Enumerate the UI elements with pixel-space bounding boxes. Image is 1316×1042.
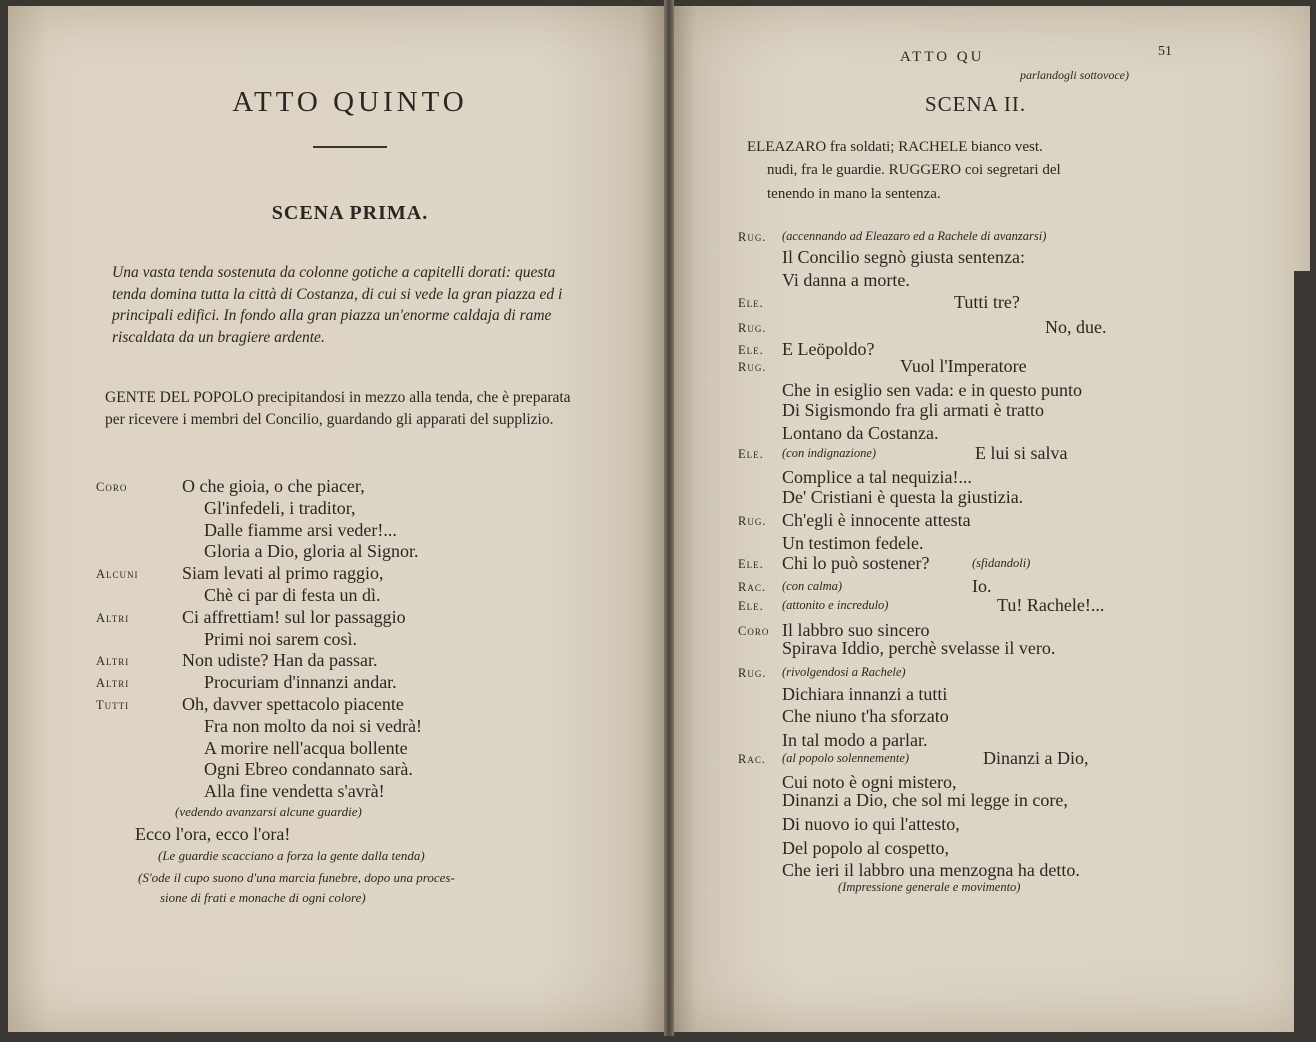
verse-line: Alla fine vendetta s'avrà! [204,781,385,802]
verse-line: Oh, davver spettacolo piacente [182,694,404,714]
verse-line: E Leöpoldo? [782,339,875,359]
verse-line: Chè ci par di festa un dì. [204,585,381,605]
scene-title: SCENA PRIMA. [271,202,429,224]
speaker-label: Coro [96,480,128,494]
speaker-label: Rug. [738,230,767,244]
verse-line: Ch'egli è innocente attesta [782,510,971,530]
speaker-label: Rac. [738,580,766,594]
verse-line: Spirava Iddio, perchè svelasse il vero. [782,638,1056,658]
title-rule [313,146,387,148]
verse-line: Dichiara innanzi a tutti [782,684,948,704]
verse-line: Che ieri il labbro una menzogna ha detto. [782,860,1080,880]
verse-line: In tal modo a parlar. [782,730,928,750]
verse-line: Di Sigismondo fra gli armati è tratto [782,400,1044,420]
speaker-label: Rac. [738,752,766,766]
verse-line: Fra non molto da noi si vedrà! [204,715,422,736]
verse-line: A morire nell'acqua bollente [204,737,408,758]
verse-line: Vi danna a morte. [782,270,910,290]
verse-line: Non udiste? Han da passar. [182,650,378,671]
verse-line: Vuol l'Imperatore [900,356,1027,376]
verse-line: Dinanzi a Dio, che sol mi legge in core, [782,790,1068,810]
verse-line: De' Cristiani è questa la giustizia. [782,487,1024,507]
speaker-label: Rug. [738,360,767,374]
speaker-label: Rug. [738,321,767,335]
inline-stage-direction: (accennando ad Eleazaro ed a Rachele di avanzarsi) [782,229,1047,243]
stage-line-1: ELEAZARO fra soldati; RACHELE bianco vest. [747,139,1043,155]
verse-line: Il labbro suo sincero [782,620,930,640]
verse-line: Tu! Rachele!... [997,595,1105,615]
verse-line: Primi noi sarem così. [204,628,357,649]
speaker-label: Ele. [738,296,764,310]
verse-line: Lontano da Costanza. [782,423,939,443]
inline-stage-direction: (con indignazione) [782,446,877,460]
stage-direction-crowd: (Le guardie scacciano a forza la gente dalla tenda) [158,848,425,863]
inline-stage-direction: (al popolo solennemente) [782,751,910,765]
verse-line: No, due. [1045,317,1107,337]
stage-direction: GENTE DEL POPOLO precipitandosi in mezzo alla tenda, che è preparata per ricevere i membri del Concilio, guardando gli apparati del supplizio. [105,389,571,428]
verse-line: Tutti tre? [954,292,1020,312]
setting-description: Una vasta tenda sostenuta da colonne gotiche a capitelli dorati: questa tenda domina tutta la città di Costanza, di cui si vede la gran piazza ed i principali edifici. In fondo alla gran piazza un'enorme caldaja di rame riscaldata da un bragiere ardente. [112,264,563,346]
stage-direction-march-b: sione di frati e monache di ogni colore) [160,890,366,905]
book-spine [664,0,674,1036]
inline-stage-direction: (attonito e incredulo) [782,598,889,612]
verse-line: Ogni Ebreo condannato sarà. [204,759,413,780]
inline-stage-direction: (rivolgendosi a Rachele) [782,665,906,679]
speaker-label: Tutti [96,698,130,712]
scene-two-title: SCENA II. [925,92,1027,116]
verse-line: Di nuovo io qui l'attesto, [782,814,960,834]
page-number: 51 [1158,44,1172,59]
verse-line: Gloria a Dio, gloria al Signor. [204,541,419,562]
verse-line: Dalle fiamme arsi veder!... [204,519,397,540]
speaker-label: Rug. [738,666,767,680]
stage-line-2: nudi, fra le guardie. RUGGERO coi segretari del [767,162,1061,178]
torn-edge [1294,271,1310,1042]
top-note: parlandogli sottovoce) [1020,68,1129,82]
verse-line: Complice a tal nequizia!... [782,467,972,487]
verse-line: Un testimon fedele. [782,533,924,553]
speaker-label: Alcuni [96,567,139,582]
verse-line: O che gioia, o che piacer, [182,476,365,496]
speaker-label: Ele. [738,599,764,613]
verse-line: Che niuno t'ha sforzato [782,706,949,726]
verse-line: Chi lo può sostener? [782,553,930,573]
verse-line: Del popolo al cospetto, [782,838,949,858]
verse-line: E lui si salva [975,443,1068,463]
speaker-label: Ele. [738,447,764,461]
running-head: ATTO QU [900,49,985,65]
verse-line: Il Concilio segnò giusta sentenza: [782,247,1025,267]
speaker-label: Ele. [738,557,764,571]
speaker-label: Altri [96,676,130,691]
stage-direction-guards: (vedendo avanzarsi alcune guardie) [175,804,362,819]
stage-line-3: tenendo in mano la sentenza. [767,186,941,202]
speaker-label: Altri [96,654,130,669]
verse-line: Cui noto è ogni mistero, [782,772,957,792]
verse-line: Io. [972,576,992,596]
inline-stage-direction: (con calma) [782,579,843,593]
act-title: ATTO QUINTO [232,86,468,118]
speaker-label: Altri [96,610,130,625]
stage-direction-march-a: (S'ode il cupo suono d'una marcia funebre, dopo una proces- [138,870,455,885]
verse-line: Che in esiglio sen vada: e in questo punto [782,380,1082,400]
final-line: Ecco l'ora, ecco l'ora! [135,824,291,844]
verse-line: Gl'infedeli, i traditor, [204,497,356,518]
closing-direction: (Impressione generale e movimento) [838,880,1021,894]
verse-line: Procuriam d'innanzi andar. [204,672,397,693]
inline-stage-direction: (sfidandoli) [972,556,1031,570]
speaker-label: Coro [738,624,770,638]
speaker-label: Ele. [738,343,764,357]
speaker-label: Rug. [738,514,767,528]
verse-line: Dinanzi a Dio, [983,748,1089,768]
verse-line: Siam levati al primo raggio, [182,563,384,584]
verse-line: Ci affrettiam! sul lor passaggio [182,606,406,627]
